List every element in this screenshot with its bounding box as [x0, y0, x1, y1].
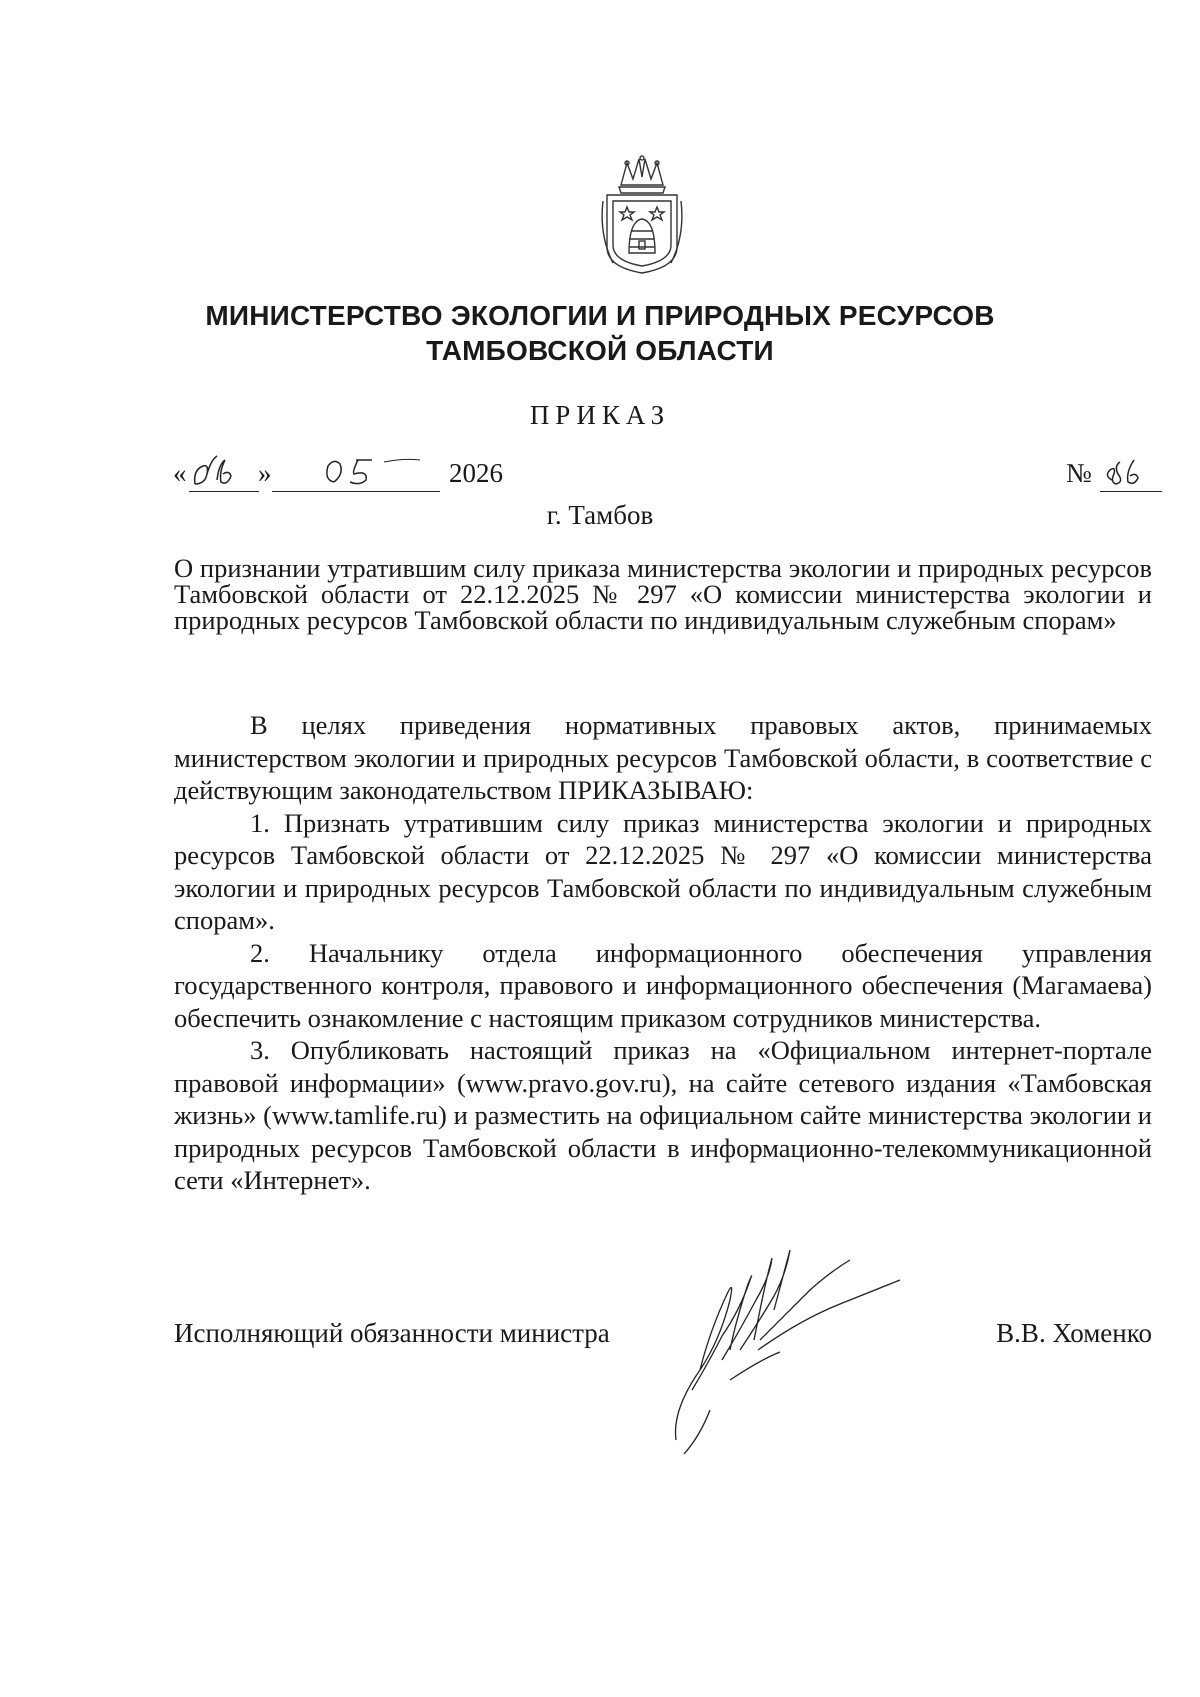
- document-type-title: ПРИКАЗ: [529, 400, 671, 430]
- day-underline: [189, 491, 259, 492]
- number-sign: №: [1066, 458, 1092, 488]
- organization-name-line2: ТАМБОВСКОЙ ОБЛАСТИ: [426, 335, 774, 366]
- signer-name: В.В. Хоменко: [996, 1318, 1152, 1348]
- handwritten-month: [272, 452, 440, 492]
- number-underline: [1100, 491, 1162, 492]
- handwritten-signature: [670, 1240, 910, 1460]
- date-open-quote: «: [173, 458, 187, 488]
- item-3-paragraph: 3. Опубликовать настоящий приказ на «Официальном интернет-портале правовой информации» (www.pravo.gov.ru), на сайте сетевого издания «Тамбовская жизнь» (www.tamlife.ru) и разместить на официальном сайте министерства экологии и природных ресурсов Тамбовской области в информационно-телекоммуникационной сети «Интернет».: [174, 1035, 1152, 1195]
- handwritten-day: [189, 452, 259, 492]
- month-underline: [272, 491, 440, 492]
- city-line: г. Тамбов: [546, 500, 654, 530]
- coat-of-arms-emblem: [599, 155, 685, 275]
- item-2-paragraph: 2. Начальнику отдела информационного обеспечения управления государственного контроля, правового и информационного обеспечения (Магамаева) обеспечить ознакомление с настоящим приказом сотрудников министерства.: [174, 937, 1152, 1033]
- signer-role: Исполняющий обязанности министра: [174, 1318, 610, 1348]
- date-year: 2026: [449, 458, 503, 488]
- item-1-paragraph: 1. Признать утратившим силу приказ министерства экологии и природных ресурсов Тамбовской области от 22.12.2025 № 297 «О комиссии министерства экологии и природных ресурсов Тамбовской области по индивидуальным служебным спорам».: [174, 807, 1152, 935]
- order-subject: О признании утратившим силу приказа министерства экологии и природных ресурсов Тамбовской области от 22.12.2025 № 297 «О комиссии министерства экологии и природных ресурсов Тамбовской области по индивидуальным служебным спорам»: [174, 553, 1152, 635]
- preamble-paragraph: В целях приведения нормативных правовых актов, принимаемых министерством экологии и природных ресурсов Тамбовской области, в соответствие с действующим законодательством ПРИКАЗЫВАЮ:: [174, 710, 1152, 805]
- handwritten-number: [1100, 452, 1162, 492]
- order-body: [174, 709, 1152, 1197]
- organization-name-line1: МИНИСТЕРСТВО ЭКОЛОГИИ И ПРИРОДНЫХ РЕСУРСОВ: [205, 300, 995, 331]
- date-close-quote: »: [258, 458, 272, 488]
